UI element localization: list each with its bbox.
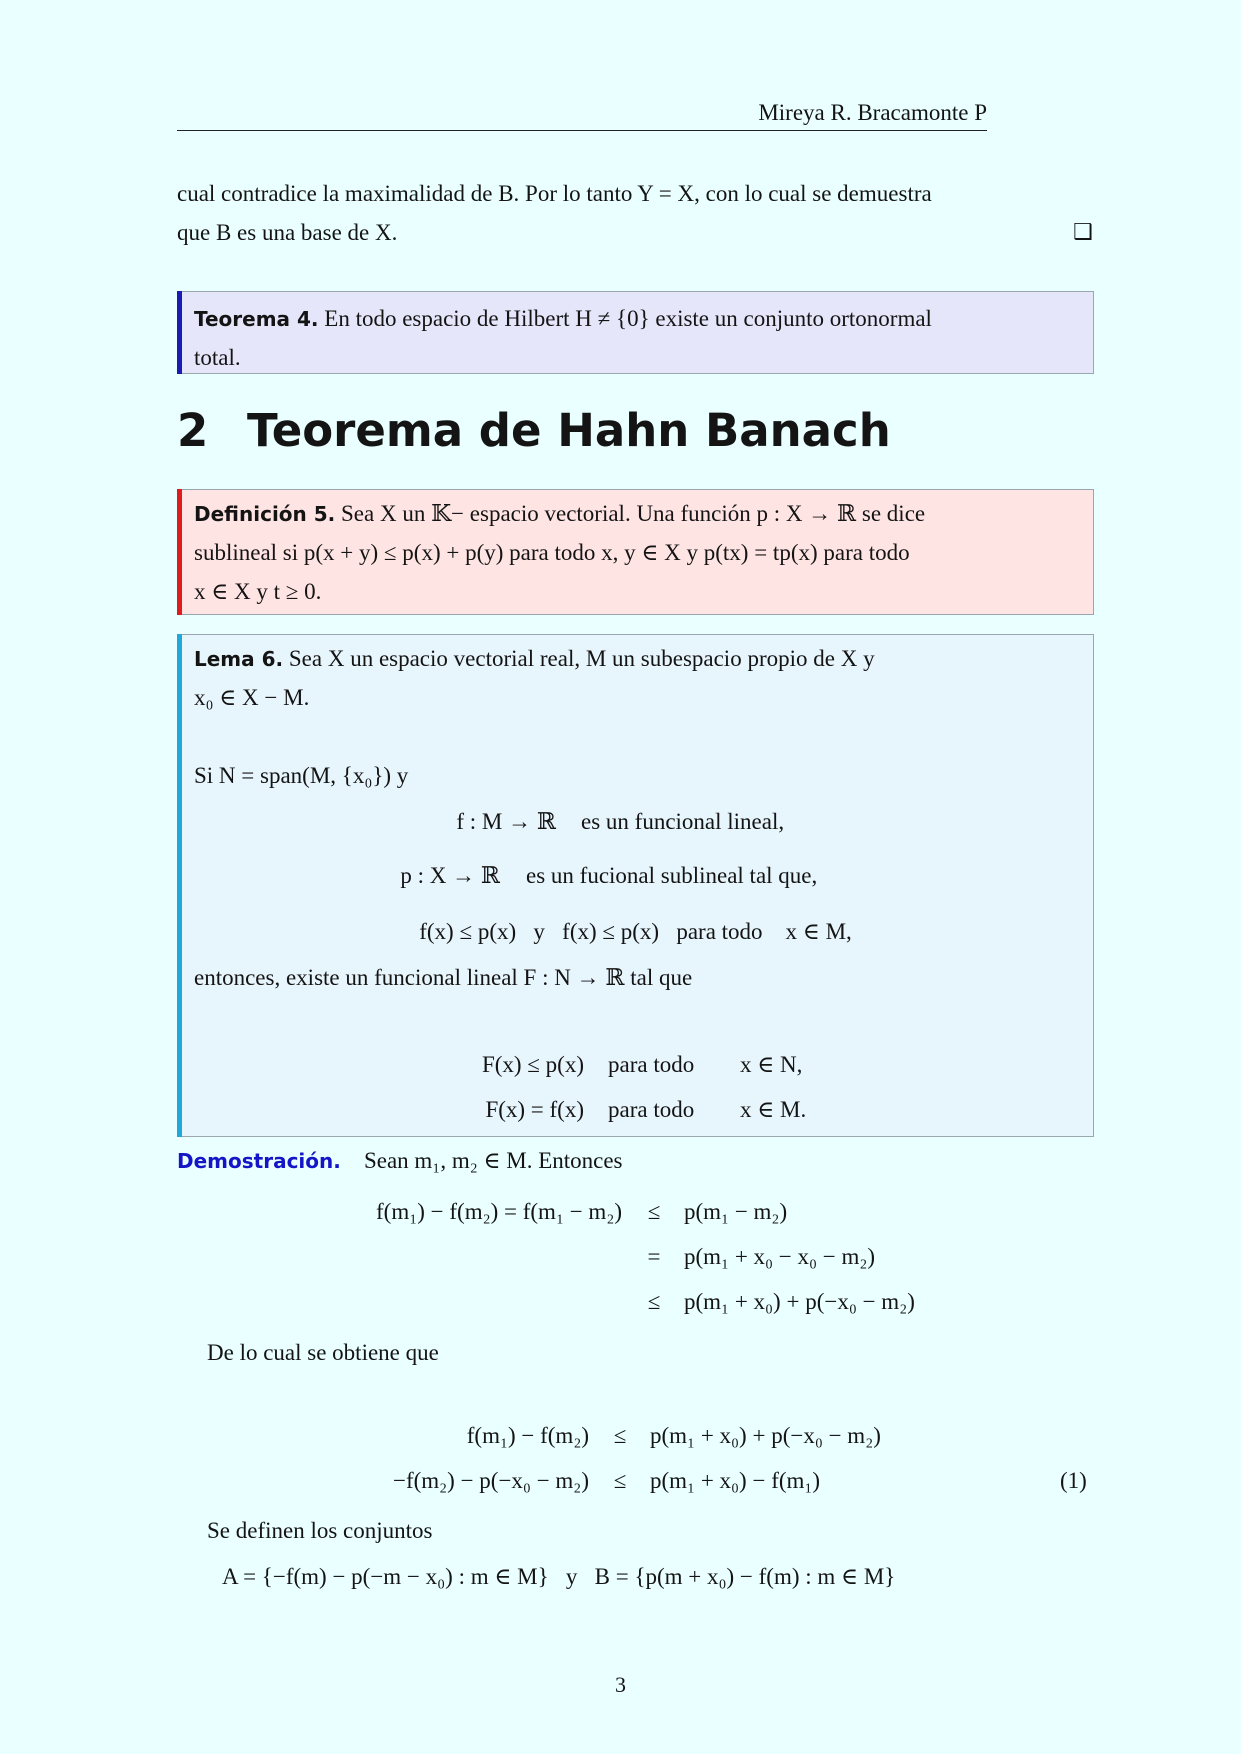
definition-5-line-1: Definición 5. Sea X un 𝕂− espacio vectorial. Una función p : X → ℝ se dice — [194, 501, 926, 526]
page-number: 3 — [615, 1672, 626, 1697]
proof-intro — [177, 1148, 623, 1174]
align1-row-2-rel: = — [647, 1244, 661, 1269]
lemma-eq1-right: es un funcional lineal, — [581, 809, 785, 834]
lemma-6-accent-bar — [177, 634, 182, 1137]
align1-row-3-rhs: p(m₁ + x₀) + p(−x₀ − m₂) — [684, 1289, 915, 1314]
theorem-4-line-2: total. — [194, 345, 241, 370]
lemma-6-label: Lema 6. — [194, 647, 284, 671]
definition-5-box — [177, 489, 1094, 615]
align1-row-1-rhs: p(m₁ − m₂) — [684, 1199, 788, 1224]
qed-symbol: ❑ — [1073, 220, 1093, 245]
proof-text-3: Se definen los conjuntos — [207, 1518, 433, 1543]
lemma-eq5-mid: para todo — [608, 1097, 695, 1122]
lemma-eq5-right: x ∈ M. — [740, 1097, 807, 1122]
definition-5-line-2: sublineal si p(x + y) ≤ p(x) + p(y) para todo x, y ∈ X y p(tx) = tp(x) para todo — [194, 540, 910, 565]
lemma-6-line-2: x₀ ∈ X − M. — [194, 685, 310, 710]
header-author: Mireya R. Bracamonte P — [758, 100, 987, 125]
lemma-eq3: f(x) ≤ p(x) y f(x) ≤ p(x) para todo x ∈ M, — [419, 919, 852, 944]
lemma-eq1-left: f : M → ℝ — [456, 809, 556, 834]
align2-row-1-rhs: p(m₁ + x₀) + p(−x₀ − m₂) — [650, 1423, 881, 1448]
section-title: Teorema de Hahn Banach — [247, 404, 891, 457]
proof-text-2: De lo cual se obtiene que — [207, 1340, 439, 1365]
align1-row-1-lhs: f(m₁) − f(m₂) = f(m₁ − m₂) — [376, 1199, 622, 1224]
proof-intro-text: Sean m₁, m₂ ∈ M. Entonces — [363, 1148, 623, 1173]
lemma-6-line-1: Lema 6. Sea X un espacio vectorial real, M un subespacio propio de X y — [194, 646, 875, 671]
align2-row-2-lhs: −f(m₂) − p(−x₀ − m₂) — [392, 1468, 589, 1493]
align1-row-3-rel: ≤ — [647, 1289, 661, 1314]
lemma-eq4-right: x ∈ N, — [740, 1052, 803, 1077]
definition-5-line-3: x ∈ X y t ≥ 0. — [194, 579, 322, 604]
running-header — [177, 98, 987, 131]
lemma-eq4-mid: para todo — [608, 1052, 695, 1077]
lemma-6-line-4: entonces, existe un funcional lineal F : N → ℝ tal que — [194, 965, 693, 990]
lemma-eq2-left: p : X → ℝ — [400, 863, 500, 888]
align1-row-2-rhs: p(m₁ + x₀ − x₀ − m₂) — [684, 1244, 876, 1269]
align2-row-2-rhs: p(m₁ + x₀) − f(m₁) — [650, 1468, 821, 1493]
theorem-4-box — [177, 291, 1094, 374]
lemma-eq5-left: F(x) = f(x) — [485, 1097, 584, 1122]
proof-label: Demostración. — [177, 1149, 341, 1173]
equation-tag-1: (1) — [1060, 1468, 1087, 1493]
align2-row-1-lhs: f(m₁) − f(m₂) — [466, 1423, 589, 1448]
lemma-eq4-left: F(x) ≤ p(x) — [481, 1052, 584, 1077]
intro-line-1: cual contradice la maximalidad de B. Por lo tanto Y = X, con lo cual se demuestra — [177, 181, 932, 206]
lemma-6-line-3: Si N = span(M, {x₀}) y — [194, 763, 409, 788]
section-number: 2 — [177, 404, 209, 457]
align2-row-2-rel: ≤ — [613, 1468, 627, 1493]
definition-5-label: Definición 5. — [194, 502, 336, 526]
definition-5-accent-bar — [177, 489, 182, 615]
section-heading — [177, 404, 891, 457]
lemma-eq2-right: es un fucional sublineal tal que, — [526, 863, 818, 888]
theorem-4-label: Teorema 4. — [194, 307, 319, 331]
align2-row-1-rel: ≤ — [613, 1423, 627, 1448]
lemma-6-box — [177, 634, 1094, 1137]
sets-definition: A = {−f(m) − p(−m − x₀) : m ∈ M} y B = {p(m + x₀) − f(m) : m ∈ M} — [222, 1564, 896, 1589]
theorem-4-accent-bar — [177, 291, 182, 374]
intro-line-2: que B es una base de X. — [177, 220, 398, 245]
theorem-4-line-1: Teorema 4. En todo espacio de Hilbert H ≠ {0} existe un conjunto ortonormal — [194, 306, 932, 331]
align1-row-1-rel: ≤ — [647, 1199, 661, 1224]
